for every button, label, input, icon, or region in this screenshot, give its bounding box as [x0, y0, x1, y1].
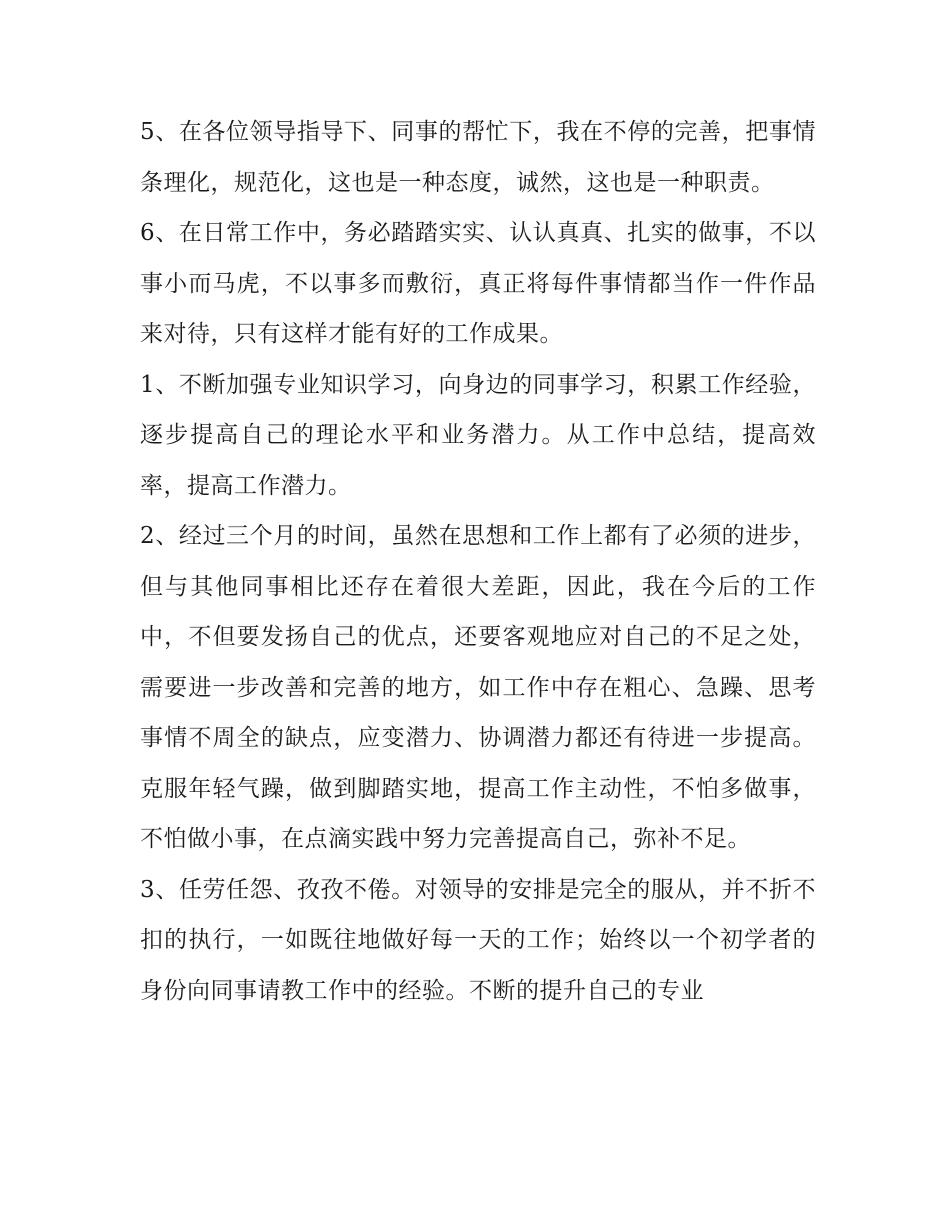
- paragraph-item-1: 1、不断加强专业知识学习，向身边的同事学习，积累工作经验，逐步提高自己的理论水平和业务潜力。从工作中总结，提高效率，提高工作潜力。: [140, 371, 816, 499]
- paragraph-item-3: 3、任劳任怨、孜孜不倦。对领导的安排是完全的服从，并不折不扣的执行，一如既往地做好每一天的工作；始终以一个初学者的身份向同事请教工作中的经验。不断的提升自己的专业: [140, 876, 816, 1004]
- paragraph-item-2: 2、经过三个月的时间，虽然在思想和工作上都有了必须的进步，但与其他同事相比还存在着很大差距，因此，我在今后的工作中，不但要发扬自己的优点，还要客观地应对自己的不足之处，需要进一步改善和完善的地方，如工作中存在粗心、急躁、思考事情不周全的缺点，应变潜力、协调潜力都还有待进一步提高。克服年轻气躁，做到脚踏实地，提高工作主动性，不怕多做事，不怕做小事，在点滴实践中努力完善提高自己，弥补不足。: [140, 523, 816, 852]
- paragraph-item-6: 6、在日常工作中，务必踏踏实实、认认真真、扎实的做事，不以事小而马虎，不以事多而敷衍，真正将每件事情都当作一件作品来对待，只有这样才能有好的工作成果。: [140, 220, 816, 347]
- paragraph-item-5: 5、在各位领导指导下、同事的帮忙下，我在不停的完善，把事情条理化，规范化，这也是一种态度，诚然，这也是一种职责。: [140, 119, 816, 196]
- document-body: [140, 107, 816, 1016]
